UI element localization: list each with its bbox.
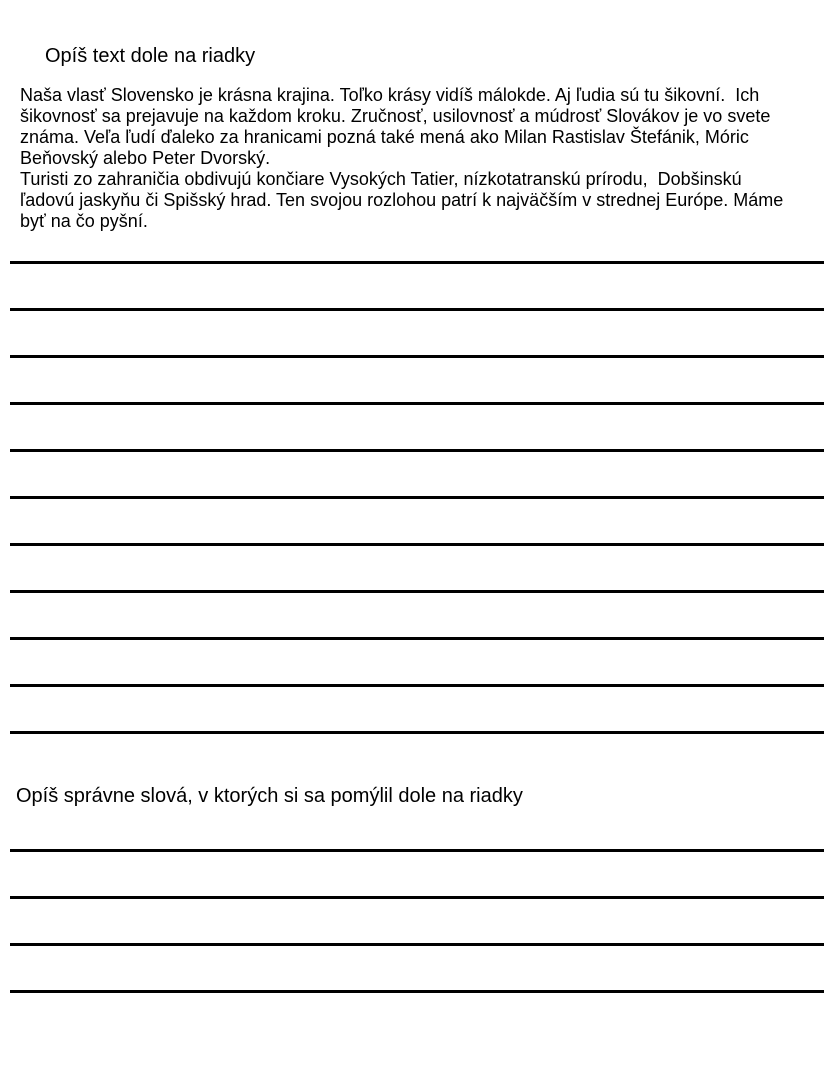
copy-text-line: šikovnosť sa prejavuje na každom kroku. Zručnosť, usilovnosť a múdrosť Slovákov je vo svete xyxy=(20,106,771,126)
writing-line xyxy=(10,990,824,993)
writing-line xyxy=(10,896,824,899)
writing-line xyxy=(10,261,824,264)
writing-line xyxy=(10,590,824,593)
copy-text-line: známa. Veľa ľudí ďaleko za hranicami pozná také mená ako Milan Rastislav Štefánik, Móric xyxy=(20,127,749,147)
copy-text-line: byť na čo pyšní. xyxy=(20,211,148,231)
writing-line xyxy=(10,449,824,452)
writing-line xyxy=(10,943,824,946)
second-heading: Opíš správne slová, v ktorých si sa pomýlil dole na riadky xyxy=(16,785,523,807)
writing-lines-bottom xyxy=(10,849,824,993)
writing-line xyxy=(10,849,824,852)
copy-text-line: Beňovský alebo Peter Dvorský. xyxy=(20,148,271,168)
copy-text-line: Turisti zo zahraničia obdivujú končiare Vysokých Tatier, nízkotatranskú prírodu, Dobšinskú xyxy=(20,169,742,189)
copy-text-line: Naša vlasť Slovensko je krásna krajina. Toľko krásy vidíš málokde. Aj ľudia sú tu šikovní. Ich xyxy=(20,85,760,105)
copy-text xyxy=(20,85,830,232)
writing-line xyxy=(10,684,824,687)
writing-line xyxy=(10,355,824,358)
writing-line xyxy=(10,308,824,311)
writing-line xyxy=(10,637,824,640)
page-title: Opíš text dole na riadky xyxy=(45,45,256,67)
writing-lines-top xyxy=(10,261,824,734)
copy-text-line: ľadovú jaskyňu či Spišský hrad. Ten svojou rozlohou patrí k najväčším v strednej Európe. Máme xyxy=(20,190,784,210)
writing-line xyxy=(10,543,824,546)
writing-line xyxy=(10,731,824,734)
writing-line xyxy=(10,496,824,499)
writing-line xyxy=(10,402,824,405)
